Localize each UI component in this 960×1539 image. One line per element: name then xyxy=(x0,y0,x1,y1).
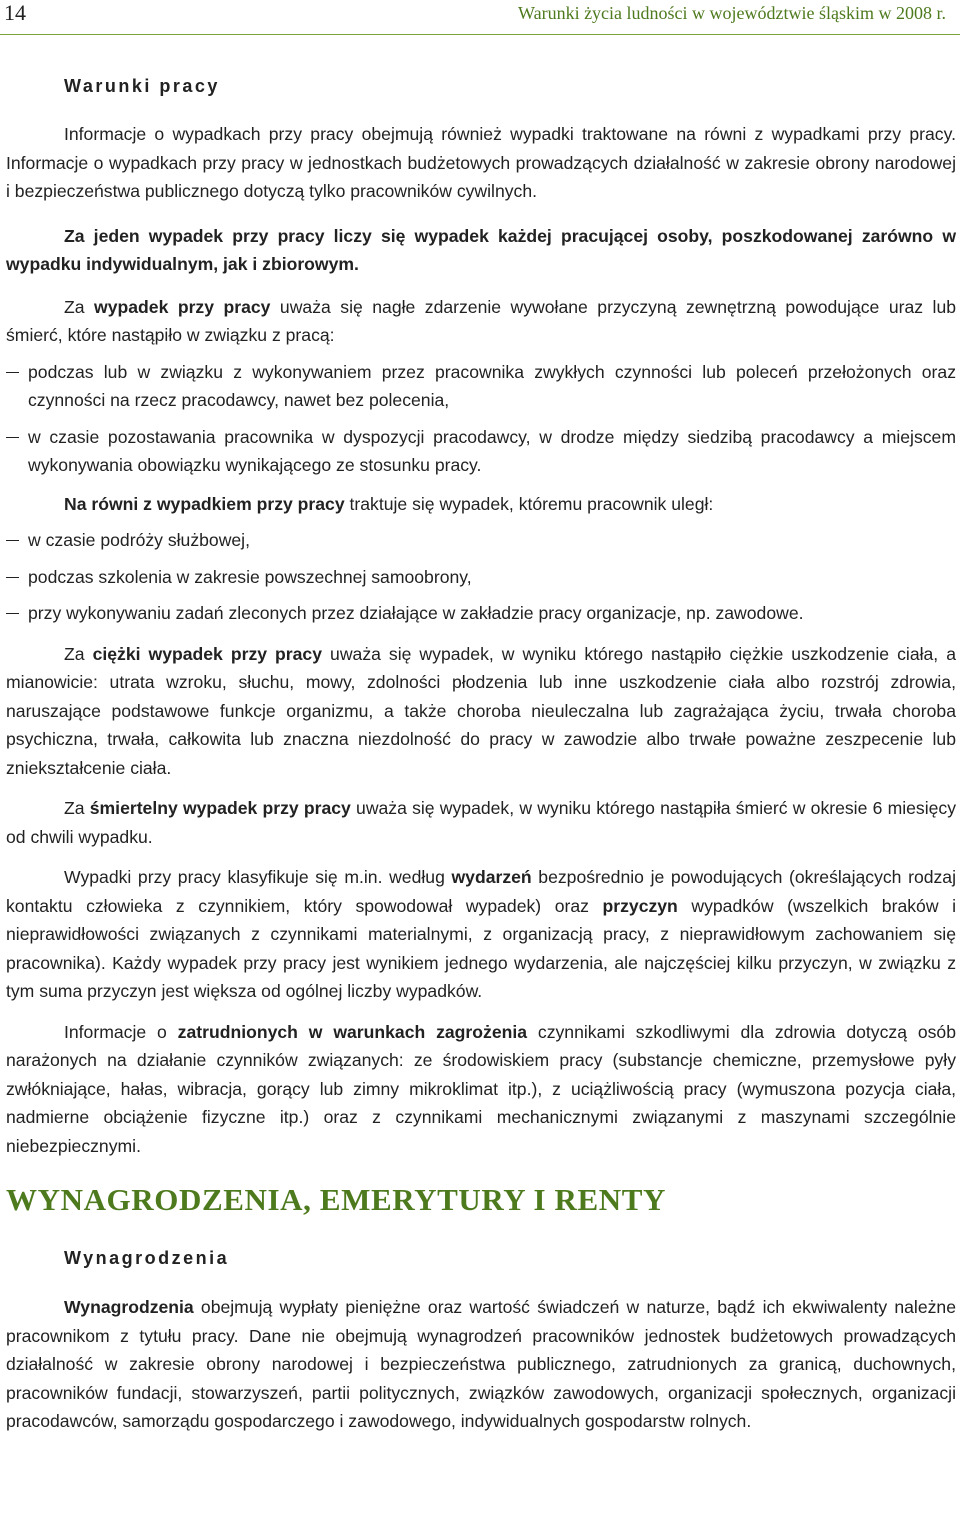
term-wages: Wynagrodzenia xyxy=(64,1297,194,1317)
paragraph-serious-accident: Za ciężki wypadek przy pracy uważa się wypadek, w wyniku którego nastąpiło ciężkie uszkodzenie ciała, a mianowicie: utrata wzroku, słuchu, mowy, zdolności płodzenia lub inne uszkodzenie ciała albo rozstrój zdrowia, naruszające podstawowe funkcje organizmu, a także choroba nieuleczalna lub zagrażająca życiu, trwała choroba psychiczna, trwała, całkowita lub znaczna niezdolność do pracy w zawodzie albo trwałe poważne zeszpecenie lub zniekształcenie ciała. xyxy=(6,643,956,778)
paragraph-wages-definition: Wynagrodzenia obejmują wypłaty pieniężne oraz wartość świadczeń w naturze, bądź ich ekwiwalenty należne pracownikom z tytułu pracy. Dane nie obejmują wynagrodzeń pracowników jednostek budżetowych prowadzących działalność w zakresie obrony narodowej i bezpieczeństwa publicznego, zatrudnionych za granicą, duchownych, pracowników fundacji, stowarzyszeń, partii politycznych, związków zawodowych, organizacji społecznych, organizacji pracodawców, samorządu gospodarczego i zawodowego, indywidualnych gospodarstw rolnych. xyxy=(6,1297,956,1431)
paragraph-accident-classification: Wypadki przy pracy klasyfikuje się m.in. według wydarzeń bezpośrednio je powodujących (określających rodzaj kontaktu człowieka z czynnikiem, który spowodował wypadek) oraz przyczyn wypadków (wszelkich braków i nieprawidłowości związanych z czynnikami materialnymi, z organizacją pracy, z nieprawidłowym zachowaniem się pracownika). Każdy wypadek przy pracy jest wynikiem jednego wydarzenia, ale najczęściej kilku przyczyn, w związku z tym suma przyczyn jest większa od ogólnej liczby wypadków. xyxy=(6,867,956,1001)
dash-bullet xyxy=(6,540,19,541)
page-number: 14 xyxy=(4,0,26,25)
dash-bullet xyxy=(6,437,19,438)
page-header xyxy=(0,0,960,35)
paragraph-fatal-accident: Za śmiertelny wypadek przy pracy uważa się wypadek, w wyniku którego nastąpiła śmierć w okresie 6 miesięcy od chwili wypadku. xyxy=(6,798,957,847)
list-item: w czasie pozostawania pracownika w dyspozycji pracodawcy, w drodze między siedzibą pracodawcy a miejscem wykonywania obowiązku wynikającego ze stosunku pracy. xyxy=(6,423,956,480)
paragraph-equivalent-accidents: Na równi z wypadkiem przy pracy traktuje się wypadek, któremu pracownik uległ: xyxy=(64,493,714,514)
term-fatal-accident: śmiertelny wypadek przy pracy xyxy=(89,798,351,818)
paragraph-accidents-info: Informacje o wypadkach przy pracy obejmują również wypadki traktowane na równi z wypadkami przy pracy. Informacje o wypadkach przy pracy w jednostkach budżetowych prowadzących działalność w zakresie obrony narodowej i bezpieczeństwa publicznego dotyczą tylko pracowników cywilnych. xyxy=(6,124,956,201)
term-serious-accident: ciężki wypadek przy pracy xyxy=(92,643,323,664)
list-item: w czasie podróży służbowej, xyxy=(6,526,956,555)
list-equivalent-circumstances xyxy=(6,526,956,628)
section-heading-wages: Wynagrodzenia xyxy=(64,1248,230,1268)
running-title: Warunki życia ludności w województwie śląskim w 2008 r. xyxy=(518,3,946,23)
term-causes: przyczyn xyxy=(602,895,678,916)
list-accident-circumstances xyxy=(6,358,956,480)
page-content xyxy=(6,70,956,1436)
list-item: podczas lub w związku z wykonywaniem przez pracownika zwykłych czynności lub poleceń przełożonych oraz czynności na rzecz pracodawcy, nawet bez polecenia, xyxy=(6,358,956,415)
term-events: wydarzeń xyxy=(451,867,532,887)
term-work-accident: wypadek przy pracy xyxy=(94,296,271,317)
term-hazardous-conditions: zatrudnionych w warunkach zagrożenia xyxy=(177,1021,528,1042)
list-item: podczas szkolenia w zakresie powszechnej samoobrony, xyxy=(6,563,956,592)
paragraph-accident-count-rule: Za jeden wypadek przy pracy liczy się wypadek każdej pracującej osoby, poszkodowanej zarówno w wypadku indywidualnym, jak i zbiorowym. xyxy=(6,225,956,274)
paragraph-accident-definition: Za wypadek przy pracy uważa się nagłe zdarzenie wywołane przyczyną zewnętrzną powodujące uraz lub śmierć, które nastąpiło w związku z pracą: xyxy=(6,296,957,345)
dash-bullet xyxy=(6,613,19,614)
paragraph-hazardous-employment: Informacje o zatrudnionych w warunkach zagrożenia czynnikami szkodliwymi dla zdrowia dotyczą osób narażonych na działanie czynników związanych: ze środowiskiem pracy (substancje chemiczne, przemysłowe pyły zwłókniające, hałas, wibracja, gorący lub zimny mikroklimat itp.), z uciążliwością pracy (wymuszona pozycja ciała, nadmierne obciążenie fizyczne itp.) oraz z czynnikami mechanicznymi związanymi z maszynami szczególnie niebezpiecznymi. xyxy=(6,1021,956,1156)
term-equivalent-accident: Na równi z wypadkiem przy pracy xyxy=(64,493,345,514)
dash-bullet xyxy=(6,577,19,578)
chapter-heading-wages-pensions: WYNAGRODZENIA, EMERYTURY I RENTY xyxy=(6,1182,667,1217)
section-heading-working-conditions: Warunki pracy xyxy=(64,76,220,96)
list-item: przy wykonywaniu zadań zleconych przez działające w zakładzie pracy organizacje, np. zawodowe. xyxy=(6,599,956,628)
dash-bullet xyxy=(6,372,19,373)
